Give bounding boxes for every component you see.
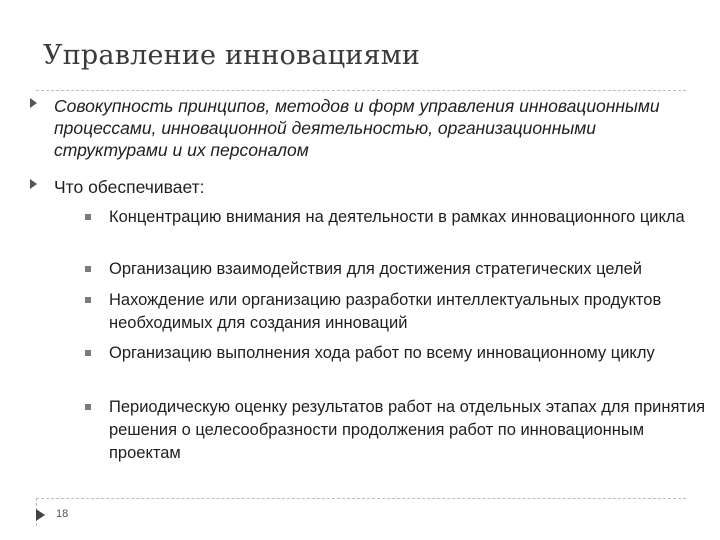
square-bullet-icon bbox=[85, 404, 91, 410]
bullet-text: Совокупность принципов, методов и форм управления инновационными процессами, инновационной деятельностью, организационными структурами и их персоналом bbox=[54, 96, 660, 160]
square-bullet-icon bbox=[85, 266, 91, 272]
arrow-bullet-icon bbox=[30, 98, 37, 108]
sub-bullet-text: Организацию взаимодействия для достижения стратегических целей bbox=[109, 260, 643, 278]
sub-bullet-text: Периодическую оценку результатов работ на отдельных этапах для принятия решения о целесообразности продолжения работ по инновационным проектам bbox=[109, 398, 706, 462]
square-bullet-icon bbox=[85, 297, 91, 303]
bullet-text: Что обеспечивает: bbox=[54, 177, 205, 197]
title-divider bbox=[36, 90, 686, 91]
sub-bullet-text: Нахождение или организацию разработки интеллектуальных продуктов необходимых для создания инноваций bbox=[109, 291, 662, 332]
page-number: 18 bbox=[56, 508, 69, 520]
sub-bullet-text: Организацию выполнения хода работ по всему инновационному циклу bbox=[109, 344, 655, 362]
arrow-bullet-icon bbox=[30, 179, 37, 189]
slide-title: Управление инновациями bbox=[43, 40, 421, 71]
square-bullet-icon bbox=[85, 350, 91, 356]
sub-bullet-text: Концентрацию внимания на деятельности в рамках инновационного цикла bbox=[109, 208, 685, 226]
page-arrow-icon bbox=[36, 509, 45, 521]
footer-divider bbox=[36, 498, 686, 499]
square-bullet-icon bbox=[85, 214, 91, 220]
